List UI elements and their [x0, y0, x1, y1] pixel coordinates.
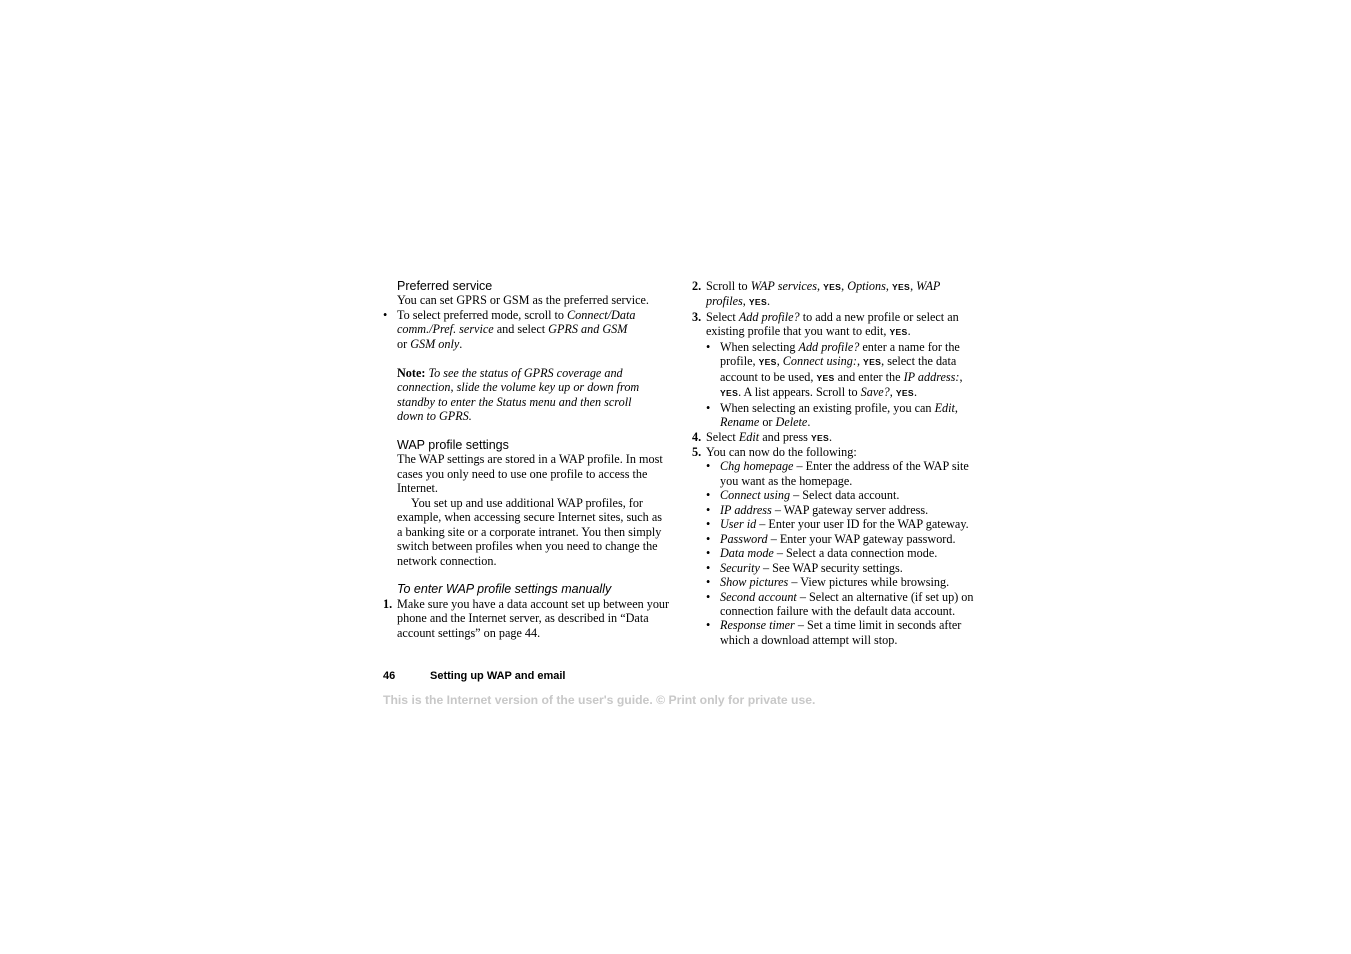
option-item: • User id – Enter your user ID for the WAP gateway.	[706, 517, 969, 532]
note-label: Note:	[397, 365, 426, 380]
yes-key: YES	[863, 357, 882, 368]
section-title: Setting up WAP and email	[430, 670, 566, 682]
step-number: 5.	[692, 444, 702, 459]
legal-notice: This is the Internet version of the user's guide. © Print only for private use.	[383, 693, 816, 707]
option-item: • IP address – WAP gateway server address.	[706, 502, 929, 517]
left-column	[383, 279, 683, 640]
step-1: 1. Make sure you have a data account set up between your phone and the Internet server, as described in “Data account settings” on page 44.	[383, 596, 670, 640]
step-number: 2.	[692, 279, 702, 293]
yes-key: YES	[823, 282, 842, 292]
step-3-bullet-existing: • When selecting an existing profile, you can Edit, Rename or Delete.	[706, 400, 958, 430]
wap-profile-paragraph-1: The WAP settings are stored in a WAP profile. In most cases you only need to use one profile to access the Internet.	[397, 452, 663, 496]
wap-profile-paragraph-2: You set up and use additional WAP profiles, for example, when accessing secure Internet sites, such as a banking site or a corporate intranet. You then simply switch between profiles when you need to change the network connection.	[397, 495, 662, 568]
yes-key: YES	[720, 388, 739, 399]
options-list	[692, 459, 992, 647]
step-number: 4.	[692, 429, 702, 444]
preferred-mode-bullet: • To select preferred mode, scroll to Connect/Data comm./Pref. service and select GPRS and GSM or GSM only.	[383, 307, 636, 351]
note-text: To see the status of GPRS coverage and connection, slide the volume key up or down from standby to enter the Status menu and then scroll down to GPRS.	[397, 365, 640, 424]
wap-profile-settings-heading: WAP profile settings	[397, 437, 509, 452]
page-footer	[383, 670, 565, 682]
bullet-mark: •	[383, 307, 388, 322]
option-item: • Second account – Select an alternative (if set up) on connection failure with the default data account.	[706, 589, 974, 618]
preferred-service-intro: You can set GPRS or GSM as the preferred service.	[397, 293, 649, 308]
step-number: 3.	[692, 309, 702, 324]
step-number: 1.	[383, 596, 393, 611]
option-item: • Response timer – Set a time limit in seconds after which a download attempt will stop.	[706, 618, 962, 647]
step-3-bullet-add: • When selecting Add profile? enter a name for the profile, YES, Connect using:, YES, select the data account to be used, YES and enter the IP address:, YES. A list appears. Scroll to Save?, YES.	[706, 339, 963, 400]
option-item: • Password – Enter your WAP gateway password.	[706, 531, 956, 546]
yes-key: YES	[748, 297, 767, 308]
step-4: 4. Select Edit and press YES.	[692, 429, 833, 444]
step-5: 5. You can now do the following:	[692, 444, 857, 459]
bullet-mark: •	[706, 339, 711, 354]
yes-key: YES	[895, 388, 914, 399]
bullet-mark: •	[706, 400, 711, 415]
option-item: • Connect using – Select data account.	[706, 488, 900, 503]
yes-key: YES	[810, 432, 830, 443]
yes-key: YES	[758, 357, 777, 368]
right-column	[692, 279, 992, 647]
step-3: 3. Select Add profile? to add a new profile or select an existing profile that you want to edit, YES.	[692, 309, 959, 339]
step-2: 2. Scroll to WAP services, YES, Options, YES, WAP profiles, YES.	[692, 279, 941, 309]
option-item: • Data mode – Select a data connection mode.	[706, 546, 938, 561]
option-item: • Security – See WAP security settings.	[706, 560, 903, 575]
yes-key: YES	[889, 327, 908, 338]
yes-key: YES	[816, 372, 835, 383]
page-number: 46	[383, 670, 396, 682]
option-item: • Chg homepage – Enter the address of the WAP site you want as the homepage.	[706, 459, 969, 488]
yes-key: YES	[891, 282, 911, 292]
manual-settings-heading: To enter WAP profile settings manually	[397, 582, 612, 597]
preferred-service-heading: Preferred service	[397, 279, 493, 293]
gprs-note	[383, 366, 659, 424]
option-item: • Show pictures – View pictures while browsing.	[706, 575, 950, 590]
